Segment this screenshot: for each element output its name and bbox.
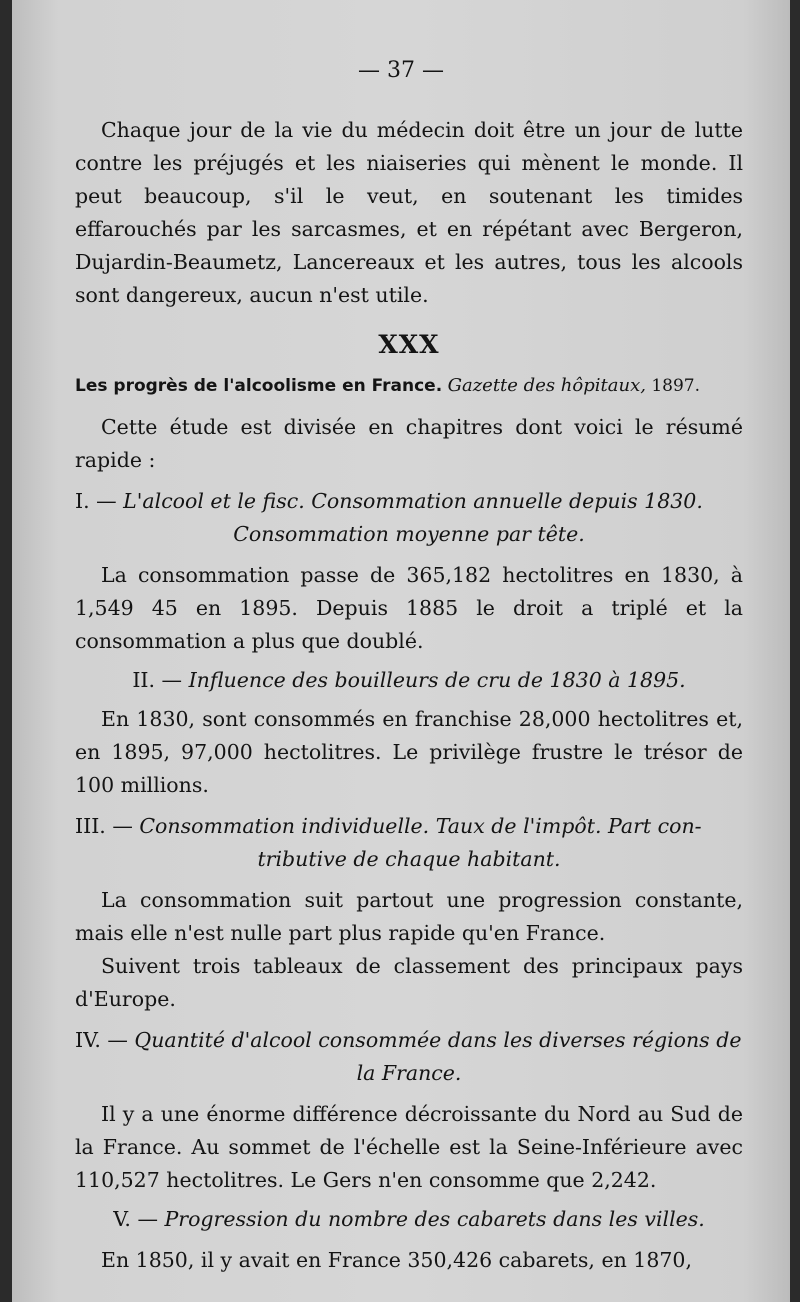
chapter-2-number: II. — — [132, 668, 183, 692]
reference-year: 1897. — [651, 376, 701, 396]
chapter-4-title — [75, 1024, 743, 1057]
book-page — [12, 0, 790, 1302]
chapter-1-title — [75, 485, 743, 518]
chapter-3-number: III. — — [75, 814, 133, 838]
intro-paragraph: Chaque jour de la vie du médecin doit être un jour de lutte contre les préjugés et les niaiseries qui mènent le monde. Il peut beaucoup, s'il le veut, en soutenant les timides effarouchés par les sarcasmes, et en répétant avec Bergeron, Dujardin-Beaumetz, Lancereaux et les autres, tous les alcools sont dangereux, aucun n'est utile. — [75, 118, 743, 307]
chapter-2-paragraph: En 1830, sont consommés en franchise 28,000 hectolitres et, en 1895, 97,000 hectolitres. Le privilège frustre le trésor de 100 millions. — [75, 707, 743, 797]
chapter-5-title-line1: Progression du nombre des cabarets dans les villes. — [164, 1207, 705, 1231]
chapter-3-paragraph-1: La consommation suit partout une progression constante, mais elle n'est nulle part plus rapide qu'en France. — [75, 888, 743, 945]
reference-title: Les progrès de l'alcoolisme en France. — [75, 376, 443, 396]
chapter-1-title-line1: L'alcool et le fisc. Consommation annuelle depuis 1830. — [123, 489, 703, 513]
reference-line — [75, 371, 743, 401]
page-body — [75, 114, 743, 1277]
chapter-5-title — [75, 1203, 743, 1236]
chapter-1-title-line2: Consommation moyenne par tête. — [233, 522, 585, 546]
chapter-5-number: V. — — [113, 1207, 158, 1231]
chapter-3-paragraph-2: Suivent trois tableaux de classement des principaux pays d'Europe. — [75, 954, 743, 1011]
reference-journal: Gazette des hôpitaux, — [447, 375, 646, 396]
chapter-5-paragraph: En 1850, il y avait en France 350,426 cabarets, en 1870, — [101, 1248, 692, 1272]
chapter-4-title-line2: la France. — [356, 1061, 462, 1085]
chapter-1-paragraph: La consommation passe de 365,182 hectolitres en 1830, à 1,549 45 en 1895. Depuis 1885 le droit a triplé et la consommation a plus que doublé. — [75, 563, 743, 653]
section-heading: XXX — [378, 330, 440, 359]
chapter-2-title-line1: Influence des bouilleurs de cru de 1830 à 1895. — [188, 668, 686, 692]
chapter-1-number: I. — — [75, 489, 117, 513]
page-number: — 37 — — [358, 58, 444, 83]
chapter-4-title-line1: Quantité d'alcool consommée dans les diverses régions de — [134, 1028, 742, 1052]
summary-intro: Cette étude est divisée en chapitres dont voici le résumé rapide : — [75, 415, 743, 472]
chapter-3-title-line2: tributive de chaque habitant. — [257, 847, 561, 871]
chapter-4-paragraph: Il y a une énorme différence décroissante du Nord au Sud de la France. Au sommet de l'échelle est la Seine-Inférieure avec 110,527 hectolitres. Le Gers n'en consomme que 2,242. — [75, 1102, 743, 1192]
chapter-3-title-line1: Consommation individuelle. Taux de l'impôt. Part con- — [139, 814, 702, 838]
chapter-2-title — [75, 664, 743, 697]
chapter-3-title — [75, 810, 743, 843]
chapter-4-number: IV. — — [75, 1028, 128, 1052]
